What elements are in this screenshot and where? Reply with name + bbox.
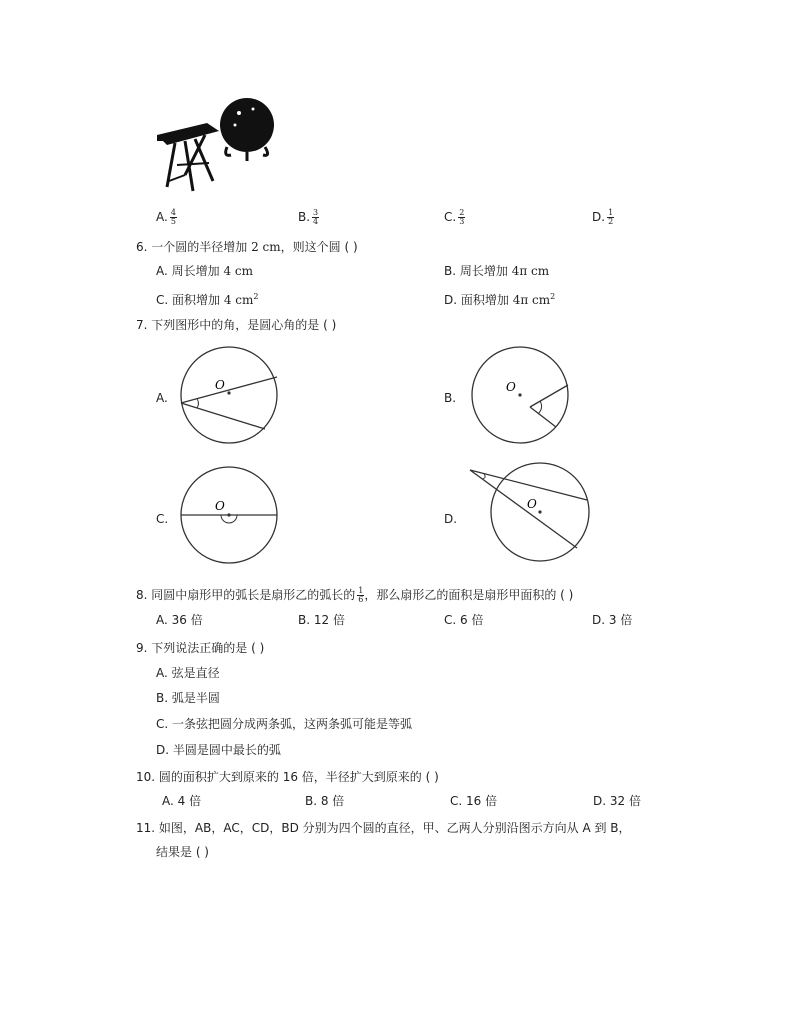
option-letter: C.: [444, 210, 457, 224]
q9-option-c[interactable]: C. 一条弦把圆分成两条弧，这两条弧可能是等弧: [156, 717, 413, 731]
q9-option-b[interactable]: B. 弧是半圆: [156, 691, 220, 705]
q6-stem: 6. 一个圆的半径增加 2 cm，则这个圆 ( ): [136, 240, 358, 254]
option-letter: B.: [298, 210, 311, 224]
q9-option-a[interactable]: A. 弦是直径: [156, 666, 220, 680]
center-label: O: [215, 499, 225, 513]
q7-stem: 7. 下列图形中的角，是圆心角的是 ( ): [136, 318, 337, 332]
q6-option-b[interactable]: B. 周长增加 4π cm: [444, 264, 550, 278]
q8-option-d[interactable]: D. 3 倍: [592, 613, 633, 627]
q10-option-c[interactable]: C. 16 倍: [450, 794, 498, 808]
q7-option-d-label[interactable]: D.: [444, 512, 458, 526]
q10-option-b[interactable]: B. 8 倍: [305, 794, 345, 808]
q11-stem-line1: 11. 如图，AB，AC，CD，BD 分别为四个圆的直径，甲、乙两人分别沿图示方向从 A 到 B，: [136, 821, 631, 835]
q7-option-b-label[interactable]: B.: [444, 391, 457, 405]
q7-figure-a[interactable]: [175, 345, 285, 445]
table-and-stool-figure: [155, 95, 285, 195]
q6-option-d[interactable]: D. 面积增加 4π $cm^2$: [444, 292, 556, 307]
q7-figure-c[interactable]: [175, 465, 285, 565]
q10-option-a[interactable]: A. 4 倍: [162, 794, 202, 808]
q7-option-c-label[interactable]: C.: [156, 512, 169, 526]
q8-option-c[interactable]: C. 6 倍: [444, 613, 484, 627]
q6-option-a[interactable]: A. 周长增加 4 cm: [156, 264, 254, 278]
fraction: $\frac{4}{5}$: [170, 208, 176, 226]
q5-option-a[interactable]: [156, 209, 177, 226]
q10-option-d[interactable]: D. 32 倍: [593, 794, 641, 808]
q10-stem: 10. 圆的面积扩大到原来的 16 倍，半径扩大到原来的 ( ): [136, 770, 439, 784]
fraction: $\frac{1}{6}$: [358, 586, 364, 604]
q11-stem-line2: 结果是 ( ): [156, 845, 209, 859]
q5-option-d[interactable]: [592, 209, 614, 226]
q8-stem: 8. 同圆中扇形甲的弧长是扇形乙的弧长的 $\frac{1}{6}$ ，那么扇形乙的面积是扇形甲面积的 ( ): [136, 586, 574, 604]
q9-option-d[interactable]: D. 半圆是圆中最长的弧: [156, 743, 281, 757]
q7-option-a-label[interactable]: A.: [156, 391, 168, 405]
q5-option-b[interactable]: [298, 209, 319, 226]
q6-option-c[interactable]: C. 面积增加 4 $cm^2$: [156, 292, 259, 307]
option-letter: A.: [156, 210, 168, 224]
q7-figure-d[interactable]: [465, 460, 595, 570]
q5-option-c[interactable]: [444, 209, 465, 226]
center-label: O: [527, 497, 537, 511]
q8-option-a[interactable]: A. 36 倍: [156, 613, 203, 627]
q9-stem: 9. 下列说法正确的是 ( ): [136, 641, 265, 655]
center-label: O: [506, 380, 516, 394]
q8-option-b[interactable]: B. 12 倍: [298, 613, 345, 627]
center-label: O: [215, 378, 225, 392]
q7-figure-b[interactable]: [470, 345, 580, 445]
fraction: $\frac{2}{3}$: [459, 208, 465, 226]
option-letter: D.: [592, 210, 606, 224]
fraction: $\frac{3}{4}$: [313, 208, 319, 226]
fraction: $\frac{1}{2}$: [608, 208, 614, 226]
